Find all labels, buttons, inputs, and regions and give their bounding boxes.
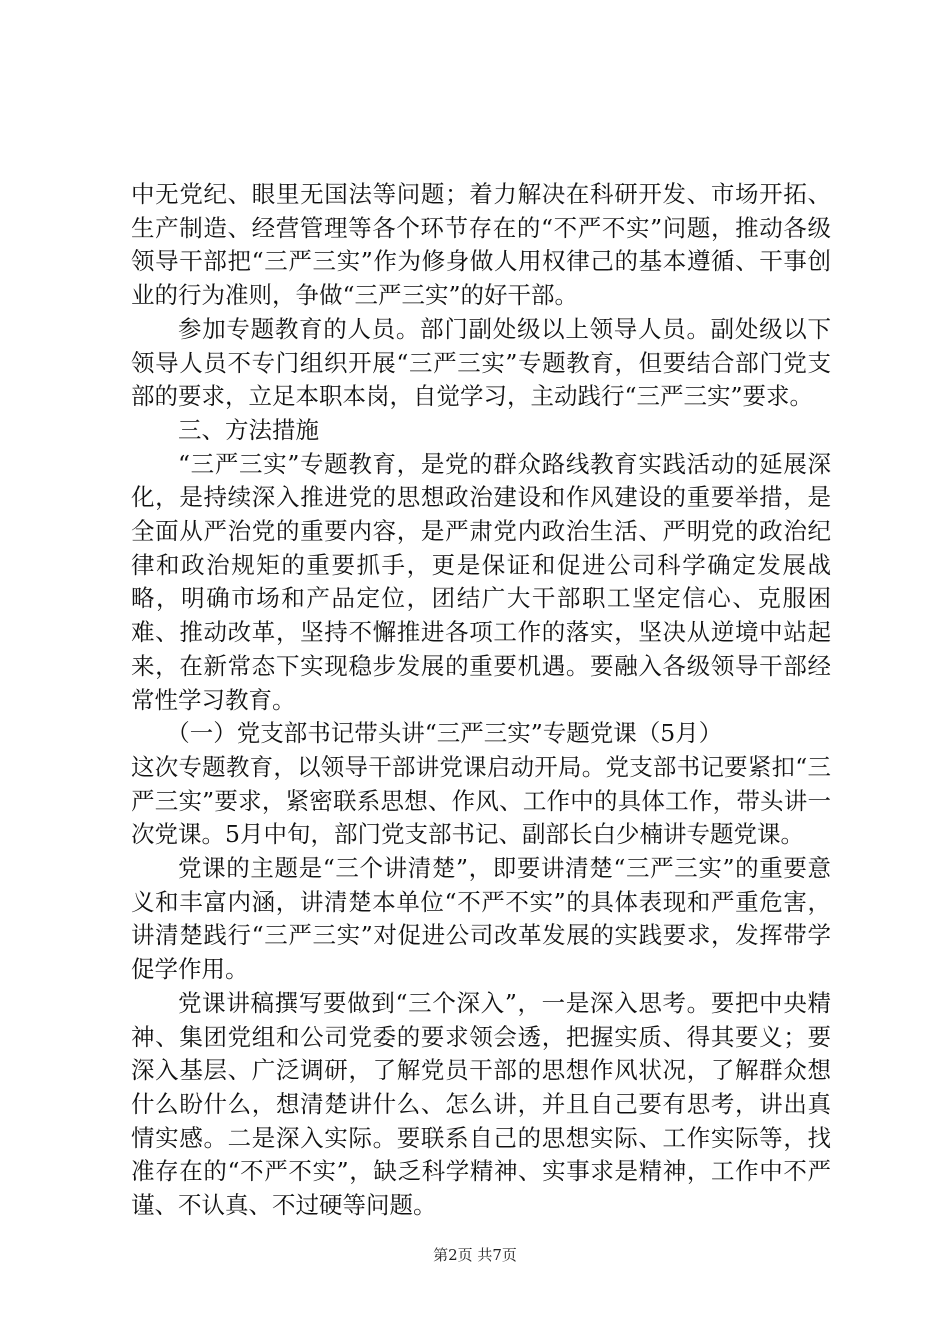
paragraph-lecture-draft: 党课讲稿撰写要做到“三个深入”，一是深入思考。要把中央精神、集团党组和公司党委的要求领会透，把握实质、得其要义；要深入基层、广泛调研，了解党员干部的思想作风状况，了解群众想什么盼什么，想清楚讲什么、怎么讲，并且自己要有思考，讲出真情实感。二是深入实际。要联系自己的思想实际、工作实际等，找准存在的“不严不实”，缺乏科学精神、实事求是精神，工作中不严谨、不认真、不过硬等问题。 <box>131 988 831 1220</box>
paragraph-methods-intro: “三严三实”专题教育，是党的群众路线教育实践活动的延展深化，是持续深入推进党的思想政治建设和作风建设的重要举措，是全面从严治党的重要内容，是严肃党内政治生活、严明党的政治纪律和政治规矩的重要抓手，更是保证和促进公司科学确定发展战略，明确市场和产品定位，团结广大干部职工坚定信心、克服困难、推动改革，坚持不懈推进各项工作的落实，坚决从逆境中站起来，在新常态下实现稳步发展的重要机遇。要融入各级领导干部经常性学习教育。 <box>131 449 831 714</box>
subsection-heading-party-lecture: （一）党支部书记带头讲“三严三实”专题党课（5月） <box>166 719 723 748</box>
document-body <box>131 178 831 1223</box>
section-heading-methods: 三、方法措施 <box>178 415 319 444</box>
paragraph-lecture-theme: 党课的主题是“三个讲清楚”，即要讲清楚“三严三实”的重要意义和丰富内涵，讲清楚本单位“不严不实”的具体表现和严重危害，讲清楚践行“三严三实”对促进公司改革发展的实践要求，发挥带学促学作用。 <box>131 854 831 984</box>
paragraph-participants: 参加专题教育的人员。部门副处级以上领导人员。副处级以下领导人员不专门组织开展“三严三实”专题教育，但要结合部门党支部的要求，立足本职本岗，自觉学习，主动践行“三严三实”要求。 <box>131 314 831 411</box>
page-number-footer: 第2页 共7页 <box>433 1246 517 1264</box>
paragraph-lecture-start: 这次专题教育，以领导干部讲党课启动开局。党支部书记要紧扣“三严三实”要求，紧密联系思想、作风、工作中的具体工作，带头讲一次党课。5月中旬，部门党支部书记、副部长白少楠讲专题党课。 <box>131 752 831 849</box>
paragraph-continuation: 中无党纪、眼里无国法等问题；着力解决在科研开发、市场开拓、生产制造、经营管理等各个环节存在的“不严不实”问题，推动各级领导干部把“三严三实”作为修身做人用权律己的基本遵循、干事创业的行为准则，争做“三严三实”的好干部。 <box>131 180 831 310</box>
